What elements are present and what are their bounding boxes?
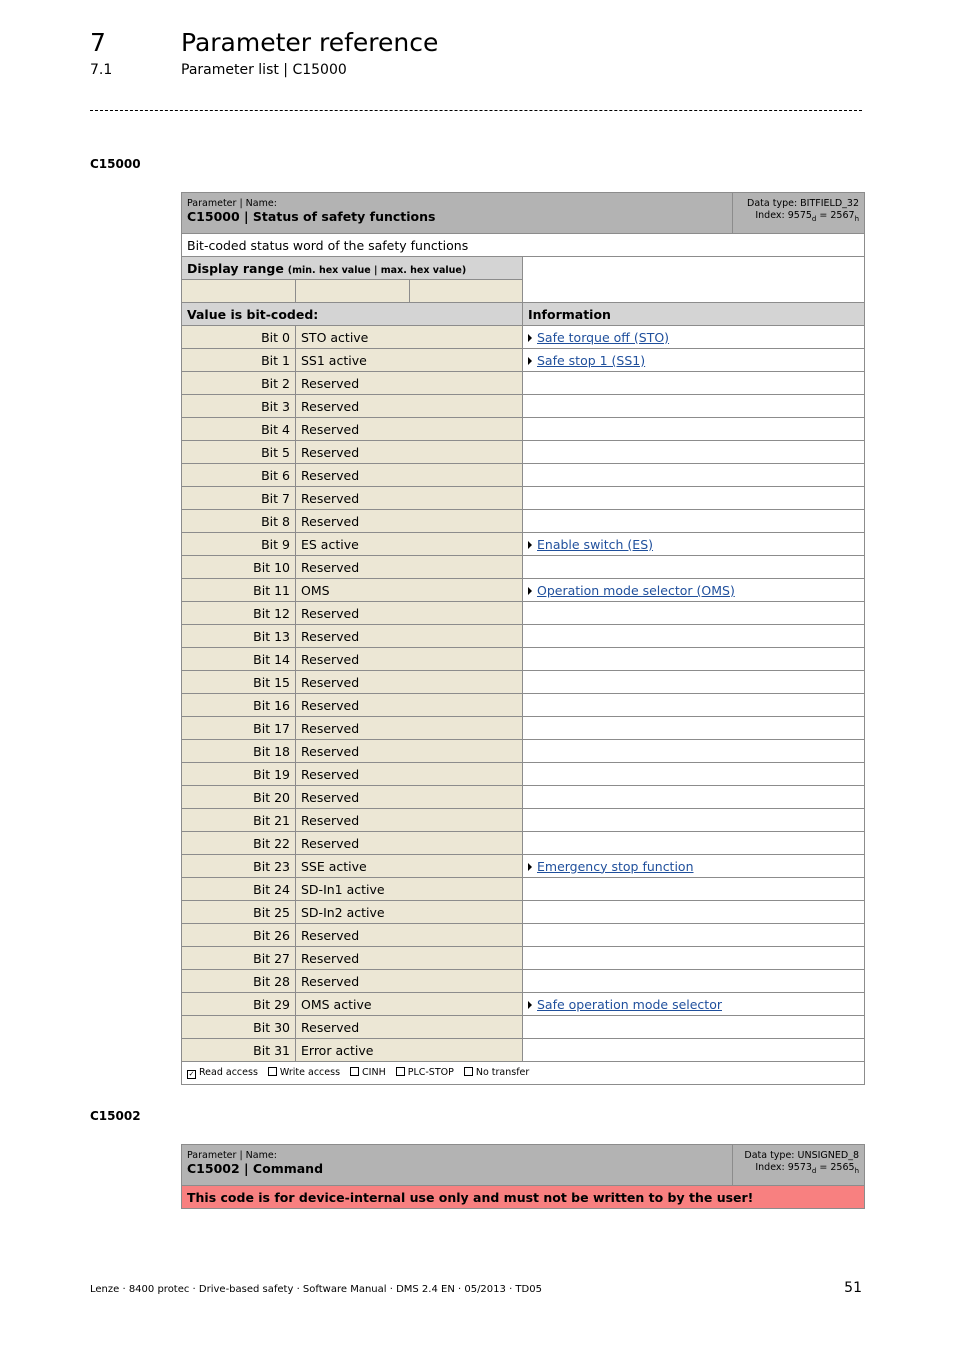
- bit-name: Error active: [296, 1039, 523, 1062]
- bit-info: [523, 487, 865, 510]
- param-name-cell: [182, 193, 733, 233]
- bit-number: Bit 19: [182, 763, 296, 786]
- param-description: Bit-coded status word of the safety functions: [182, 234, 865, 257]
- bit-number: Bit 17: [182, 717, 296, 740]
- bit-number: Bit 11: [182, 579, 296, 602]
- bit-number: Bit 5: [182, 441, 296, 464]
- param-type-cell: [733, 1145, 864, 1185]
- unchecked-box-icon: [396, 1067, 405, 1076]
- bit-row: [182, 556, 865, 579]
- section-title: Parameter list | C15000: [181, 62, 347, 78]
- bit-name: Reserved: [296, 418, 523, 441]
- bit-row: [182, 763, 865, 786]
- bit-info: [523, 901, 865, 924]
- bit-number: Bit 18: [182, 740, 296, 763]
- link-arrow-icon: [528, 334, 532, 342]
- info-link[interactable]: Safe torque off (STO): [537, 329, 670, 345]
- bit-info: [523, 763, 865, 786]
- bit-row: [182, 441, 865, 464]
- bit-info: [523, 786, 865, 809]
- bit-info: [523, 648, 865, 671]
- bit-number: Bit 7: [182, 487, 296, 510]
- bit-row: [182, 625, 865, 648]
- access-flag: [187, 1067, 258, 1078]
- bit-number: Bit 9: [182, 533, 296, 556]
- access-flags: [182, 1062, 865, 1085]
- bit-name: SD-In1 active: [296, 878, 523, 901]
- bit-name: Reserved: [296, 832, 523, 855]
- bit-number: Bit 28: [182, 970, 296, 993]
- info-link[interactable]: Operation mode selector (OMS): [537, 582, 735, 598]
- bit-info: [523, 1016, 865, 1039]
- bit-name: Reserved: [296, 1016, 523, 1039]
- bit-name: Reserved: [296, 740, 523, 763]
- chapter-number: 7: [90, 28, 106, 57]
- chapter-title: Parameter reference: [181, 28, 439, 57]
- bit-row: [182, 487, 865, 510]
- bit-row: [182, 418, 865, 441]
- param-type-cell: [733, 193, 864, 233]
- bit-info: [523, 878, 865, 901]
- access-label: Write access: [279, 1067, 341, 1078]
- link-arrow-icon: [528, 357, 532, 365]
- bit-name: ES active: [296, 533, 523, 556]
- bit-number: Bit 29: [182, 993, 296, 1016]
- param-label: Parameter | Name:: [187, 198, 277, 209]
- access-flag: [396, 1067, 454, 1078]
- bit-number: Bit 3: [182, 395, 296, 418]
- bit-row: [182, 464, 865, 487]
- access-label: Read access: [199, 1067, 258, 1078]
- bit-info: [523, 602, 865, 625]
- display-range-label: Display range (min. hex value | max. hex value): [182, 257, 523, 280]
- bit-row: [182, 579, 865, 602]
- data-type: Data type: BITFIELD_32: [747, 198, 859, 209]
- bit-name: Reserved: [296, 602, 523, 625]
- bit-info: [523, 717, 865, 740]
- param-index: Index: $9573_d = 2565_h$: [755, 1162, 859, 1175]
- bit-info: [523, 1039, 865, 1062]
- bit-number: Bit 31: [182, 1039, 296, 1062]
- bit-name: Reserved: [296, 395, 523, 418]
- bit-info: [523, 533, 865, 556]
- bit-name: Reserved: [296, 717, 523, 740]
- c15002-heading: C15002: [90, 1109, 141, 1123]
- bit-info: [523, 625, 865, 648]
- bit-row: [182, 648, 865, 671]
- header-divider: [90, 110, 862, 111]
- bit-info: [523, 671, 865, 694]
- bit-info: [523, 809, 865, 832]
- bit-row: [182, 1039, 865, 1062]
- bit-row: [182, 740, 865, 763]
- access-flag: [464, 1067, 529, 1078]
- bit-name: Reserved: [296, 625, 523, 648]
- bit-row: [182, 901, 865, 924]
- bit-name: Reserved: [296, 464, 523, 487]
- param-index: Index: $9575_d = 2567_h$: [755, 210, 859, 223]
- bit-row: [182, 671, 865, 694]
- unchecked-box-icon: [268, 1067, 277, 1076]
- bit-info: [523, 418, 865, 441]
- bit-info: [523, 349, 865, 372]
- footer-text: Lenze · 8400 protec · Drive-based safety · Software Manual · DMS 2.4 EN · 05/2013 · TD05: [90, 1284, 542, 1295]
- bit-row: [182, 694, 865, 717]
- bit-info: [523, 970, 865, 993]
- bit-name: Reserved: [296, 947, 523, 970]
- bit-name: Reserved: [296, 671, 523, 694]
- bit-row: [182, 349, 865, 372]
- bit-row: [182, 510, 865, 533]
- bit-number: Bit 15: [182, 671, 296, 694]
- bit-name: Reserved: [296, 809, 523, 832]
- bit-row: [182, 878, 865, 901]
- bit-name: Reserved: [296, 510, 523, 533]
- bit-name: Reserved: [296, 924, 523, 947]
- bit-number: Bit 4: [182, 418, 296, 441]
- bit-number: Bit 23: [182, 855, 296, 878]
- bit-row: [182, 717, 865, 740]
- bit-info: [523, 556, 865, 579]
- bit-row: [182, 1016, 865, 1039]
- bit-name: Reserved: [296, 556, 523, 579]
- bit-number: Bit 12: [182, 602, 296, 625]
- bit-number: Bit 13: [182, 625, 296, 648]
- bit-name: Reserved: [296, 441, 523, 464]
- bit-name: OMS active: [296, 993, 523, 1016]
- bit-info: [523, 395, 865, 418]
- bit-row: [182, 533, 865, 556]
- bit-info: [523, 855, 865, 878]
- bit-row: [182, 832, 865, 855]
- unchecked-box-icon: [350, 1067, 359, 1076]
- bit-row: [182, 602, 865, 625]
- page-number: 51: [844, 1280, 862, 1296]
- bit-info: [523, 464, 865, 487]
- info-header: Information: [523, 303, 865, 326]
- param-name-cell: [182, 1145, 733, 1185]
- info-link[interactable]: Safe operation mode selector: [537, 996, 722, 1012]
- c15000-heading: C15000: [90, 157, 141, 171]
- link-arrow-icon: [528, 587, 532, 595]
- bit-info: [523, 947, 865, 970]
- bit-row: [182, 993, 865, 1016]
- bit-row: [182, 855, 865, 878]
- bit-row: [182, 786, 865, 809]
- bit-number: Bit 26: [182, 924, 296, 947]
- bit-info: [523, 993, 865, 1016]
- bit-number: Bit 30: [182, 1016, 296, 1039]
- info-link[interactable]: Emergency stop function: [537, 858, 694, 874]
- link-arrow-icon: [528, 1001, 532, 1009]
- checked-box-icon: ✓: [188, 1070, 195, 1078]
- bit-info: [523, 326, 865, 349]
- bit-name: SD-In2 active: [296, 901, 523, 924]
- bit-info: [523, 694, 865, 717]
- data-type: Data type: UNSIGNED_8: [744, 1150, 859, 1161]
- bit-number: Bit 21: [182, 809, 296, 832]
- bit-info: [523, 372, 865, 395]
- bit-info: [523, 924, 865, 947]
- bit-row: [182, 970, 865, 993]
- bit-info: [523, 832, 865, 855]
- access-label: CINH: [362, 1067, 386, 1078]
- bit-info: [523, 441, 865, 464]
- bit-name: STO active: [296, 326, 523, 349]
- unchecked-box-icon: [464, 1067, 473, 1076]
- bit-row: [182, 809, 865, 832]
- bit-number: Bit 27: [182, 947, 296, 970]
- bit-name: SSE active: [296, 855, 523, 878]
- c15002-table: [181, 1144, 865, 1209]
- value-header: Value is bit-coded:: [182, 303, 523, 326]
- bit-row: [182, 924, 865, 947]
- bit-name: SS1 active: [296, 349, 523, 372]
- bit-number: Bit 14: [182, 648, 296, 671]
- bit-info: [523, 740, 865, 763]
- bit-info: [523, 579, 865, 602]
- bit-row: [182, 395, 865, 418]
- bit-name: Reserved: [296, 648, 523, 671]
- c15000-table: [181, 192, 865, 1085]
- param-name: C15000 | Status of safety functions: [187, 209, 436, 224]
- bit-info: [523, 510, 865, 533]
- bit-name: Reserved: [296, 970, 523, 993]
- bit-number: Bit 2: [182, 372, 296, 395]
- access-flag: [268, 1067, 340, 1078]
- display-range-max: [410, 280, 523, 303]
- link-arrow-icon: [528, 541, 532, 549]
- bit-number: Bit 25: [182, 901, 296, 924]
- bit-row: [182, 947, 865, 970]
- access-label: PLC-STOP: [407, 1067, 454, 1078]
- info-link[interactable]: Enable switch (ES): [537, 536, 654, 552]
- bit-number: Bit 16: [182, 694, 296, 717]
- warning-text: This code is for device-internal use only and must not be written to by the user!: [182, 1186, 865, 1209]
- display-range-info: [523, 257, 865, 303]
- bit-number: Bit 6: [182, 464, 296, 487]
- bit-name: Reserved: [296, 763, 523, 786]
- bit-number: Bit 8: [182, 510, 296, 533]
- bit-name: Reserved: [296, 487, 523, 510]
- access-row: [182, 1062, 865, 1085]
- bit-row: [182, 372, 865, 395]
- bit-row: [182, 326, 865, 349]
- bit-number: Bit 24: [182, 878, 296, 901]
- access-flag: [350, 1067, 386, 1078]
- display-range-sep: [296, 280, 410, 303]
- bit-number: Bit 0: [182, 326, 296, 349]
- bit-name: Reserved: [296, 372, 523, 395]
- bit-number: Bit 22: [182, 832, 296, 855]
- display-range-min: [182, 280, 296, 303]
- link-arrow-icon: [528, 863, 532, 871]
- bit-name: Reserved: [296, 694, 523, 717]
- bit-number: Bit 10: [182, 556, 296, 579]
- info-link[interactable]: Safe stop 1 (SS1): [537, 352, 646, 368]
- param-label: Parameter | Name:: [187, 1150, 277, 1161]
- bit-name: Reserved: [296, 786, 523, 809]
- access-label: No transfer: [475, 1067, 530, 1078]
- bit-number: Bit 1: [182, 349, 296, 372]
- bit-number: Bit 20: [182, 786, 296, 809]
- param-name: C15002 | Command: [187, 1161, 324, 1176]
- bit-name: OMS: [296, 579, 523, 602]
- section-number: 7.1: [90, 62, 113, 78]
